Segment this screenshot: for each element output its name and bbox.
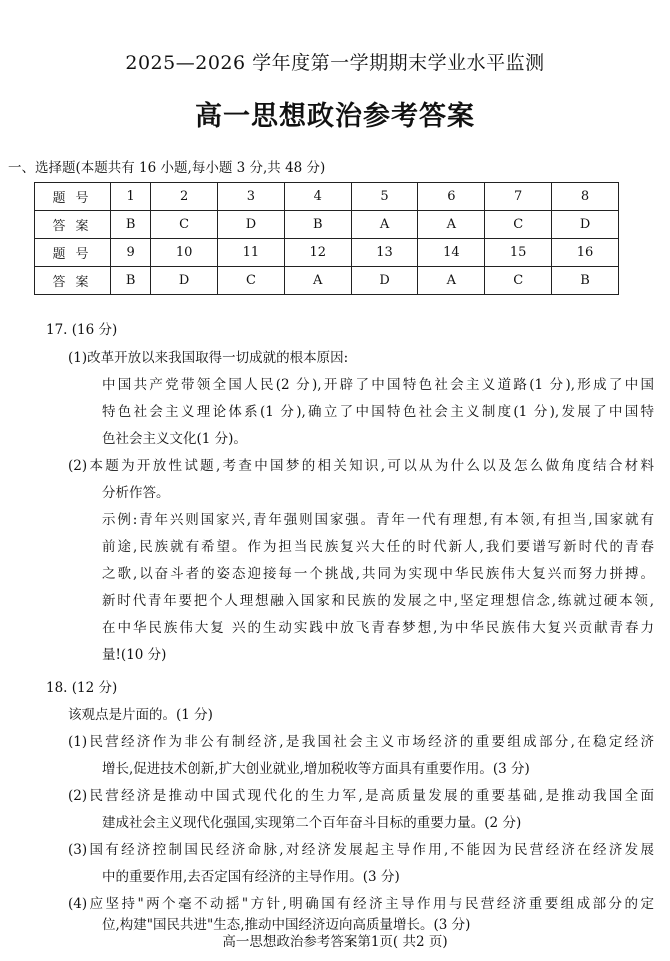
section-heading-choice: 一、选择题(本题共有 16 小题,每小题 3 分,共 48 分): [8, 160, 326, 176]
page-footer: 高一思想政治参考答案第1页( 共2 页): [222, 934, 448, 950]
table-cell: 7: [485, 183, 552, 211]
table-cell: C: [485, 267, 552, 295]
table-cell: D: [151, 267, 218, 295]
table-row: [35, 211, 619, 239]
row-label-answer: 答案: [35, 211, 111, 239]
q17-part1-title: (1)改革开放以来我国取得一切成就的根本原因:: [68, 350, 349, 366]
table-cell: D: [218, 211, 285, 239]
table-cell: C: [485, 211, 552, 239]
table-cell: C: [218, 267, 285, 295]
text-line: 新时代青年要把个人理想融入国家和民族的发展之中,坚定理想信念,练就过硬本领,: [102, 593, 654, 609]
q18-item-line: (2)民营经济是推动中国式现代化的生力军,是高质量发展的重要基础,是推动我国全面: [68, 788, 654, 804]
table-cell: B: [111, 267, 151, 295]
table-cell: 13: [351, 239, 418, 267]
table-cell: D: [552, 211, 619, 239]
table-cell: 6: [418, 183, 485, 211]
table-cell: A: [351, 211, 418, 239]
table-cell: 3: [218, 183, 285, 211]
table-cell: 8: [552, 183, 619, 211]
q18-intro: 该观点是片面的。(1 分): [68, 707, 213, 723]
q17-part2-title: (2)本题为开放性试题,考查中国梦的相关知识,可以从为什么以及怎么做角度结合材料: [68, 458, 654, 474]
table-cell: 10: [151, 239, 218, 267]
q18-item-line: (4)应坚持"两个毫不动摇"方针,明确国有经济主导作用与民营经济重要组成部分的定: [68, 896, 654, 912]
text-line: 中国共产党带领全国人民(2 分),开辟了中国特色社会主义道路(1 分),形成了中国: [102, 377, 654, 393]
row-label-answer: 答案: [35, 267, 111, 295]
row-label-number: 题号: [35, 239, 111, 267]
table-cell: A: [418, 211, 485, 239]
text-line: 量!(10 分): [102, 647, 167, 663]
table-cell: 1: [111, 183, 151, 211]
table-cell: 16: [552, 239, 619, 267]
table-cell: B: [552, 267, 619, 295]
table-cell: A: [284, 267, 351, 295]
table-cell: D: [351, 267, 418, 295]
q18-item-line: 位,构建"国民共进"生态,推动中国经济迈向高质量增长。(3 分): [102, 917, 471, 933]
text-line: 色社会主义文化(1 分)。: [102, 431, 247, 447]
table-cell: B: [111, 211, 151, 239]
row-label-number: 题号: [35, 183, 111, 211]
text-line: 前途,民族就有希望。作为担当民族复兴大任的时代新人,我们要谱写新时代的青春: [102, 539, 654, 555]
q18-heading: 18. (12 分): [46, 680, 118, 696]
text-line: 之歌,以奋斗者的姿态迎接每一个挑战,共同为实现中华民族伟大复兴而努力拼搏。: [102, 566, 654, 582]
q17-heading: 17. (16 分): [46, 322, 118, 338]
answer-table: [34, 182, 619, 295]
q18-item-line: (3)国有经济控制国民经济命脉,对经济发展起主导作用,不能因为民营经济在经济发展: [68, 842, 654, 858]
table-cell: 9: [111, 239, 151, 267]
table-row: [35, 239, 619, 267]
table-cell: 5: [351, 183, 418, 211]
table-cell: 2: [151, 183, 218, 211]
text-line: 示例:青年兴则国家兴,青年强则国家强。青年一代有理想,有本领,有担当,国家就有: [102, 512, 654, 528]
table-row: [35, 267, 619, 295]
table-cell: A: [418, 267, 485, 295]
table-cell: C: [151, 211, 218, 239]
q18-item-line: 建成社会主义现代化强国,实现第二个百年奋斗目标的重要力量。(2 分): [102, 815, 522, 831]
answer-key-title: 高一思想政治参考答案: [195, 101, 475, 132]
table-cell: 11: [218, 239, 285, 267]
table-cell: B: [284, 211, 351, 239]
q18-item-line: 中的重要作用,去否定国有经济的主导作用。(3 分): [102, 869, 400, 885]
text-line: 特色社会主义理论体系(1 分),确立了中国特色社会主义制度(1 分),发展了中国特: [102, 404, 654, 420]
exam-title: 2025—2026 学年度第一学期期末学业水平监测: [125, 52, 545, 74]
q18-item-line: 增长,促进技术创新,扩大创业就业,增加税收等方面具有重要作用。(3 分): [102, 761, 530, 777]
q18-item-line: (1)民营经济作为非公有制经济,是我国社会主义市场经济的重要组成部分,在稳定经济: [68, 734, 654, 750]
table-cell: 14: [418, 239, 485, 267]
text-line: 分析作答。: [102, 485, 170, 501]
text-line: 在中华民族伟大复 兴的生动实践中放飞青春梦想,为中华民族伟大复兴贡献青春力: [102, 620, 654, 636]
table-cell: 12: [284, 239, 351, 267]
table-row: [35, 183, 619, 211]
table-cell: 15: [485, 239, 552, 267]
table-cell: 4: [284, 183, 351, 211]
